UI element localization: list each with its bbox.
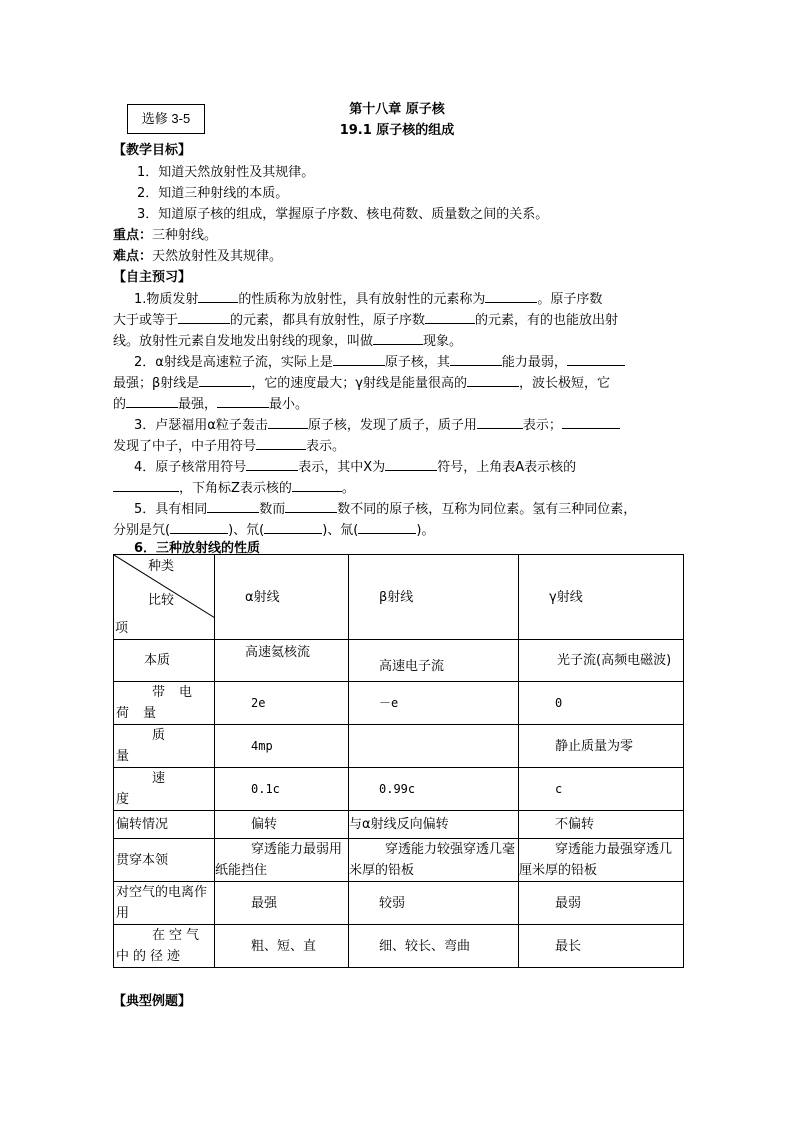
table-cell: 静止质量为零 (519, 725, 684, 768)
answer-blank[interactable] (178, 311, 230, 324)
table-cell: －e (349, 682, 519, 725)
goal-item: 2．知道三种射线的本质。 (137, 186, 289, 201)
examples-heading: 【典型例题】 (113, 994, 192, 1009)
question-5-line-1: 5．具有相同 数而 数不同的原子核，互称为同位素。氢有三种同位素， (134, 502, 637, 517)
header-alpha: α射线 (215, 555, 349, 640)
table-row (114, 925, 684, 968)
table-cell: c (519, 768, 684, 811)
difficult-point-label: 难点： (113, 249, 153, 264)
preview-heading: 【自主预习】 (113, 270, 192, 285)
question-1-line-3: 线。放射性元素自发地发出射线的现象，叫做 现象。 (113, 334, 463, 349)
row-label: 贯穿本领 (114, 839, 215, 882)
table-cell: 最强 (215, 882, 349, 925)
answer-blank[interactable] (467, 374, 519, 387)
header-gamma: γ射线 (519, 555, 684, 640)
question-3-line-2: 发现了中子，中子用符号 表示。 (113, 439, 346, 454)
question-1-line-2: 大于或等于 的元素，都具有放射性，原子序数 的元素，有的也能放出射 (113, 313, 619, 328)
question-2-line-2: 最强；β射线是 ，它的速度最大；γ射线是能量很高的 ，波长极短，它 (113, 376, 611, 391)
table-row (114, 882, 684, 925)
row-label: 本质 (114, 640, 215, 682)
answer-blank[interactable] (113, 479, 179, 492)
table-cell: 不偏转 (519, 811, 684, 839)
goals-heading: 【教学目标】 (113, 143, 192, 158)
question-1-line-1: 1.物质发射 的性质称为放射性，具有放射性的元素称为 。原子序数 (134, 292, 603, 307)
answer-blank[interactable] (333, 353, 385, 366)
key-point (113, 224, 217, 243)
row-label: 偏转情况 (114, 811, 215, 839)
table-cell: 穿透能力最弱用纸能挡住 (215, 839, 349, 882)
answer-blank[interactable] (567, 353, 625, 366)
question-4-line-1: 4．原子核常用符号 表示，其中X为 符号，上角表A表示核的 (134, 460, 577, 475)
table-cell: 4mp (215, 725, 349, 768)
answer-blank[interactable] (170, 521, 228, 534)
table-row (114, 725, 684, 768)
answer-blank[interactable] (385, 458, 437, 471)
table-row (114, 682, 684, 725)
corner-mid-label: 比较 (148, 593, 175, 608)
table-cell: 较弱 (349, 882, 519, 925)
answer-blank[interactable] (485, 290, 537, 303)
answer-blank[interactable] (126, 395, 178, 408)
table-heading: 6．三种放射线的性质 (134, 541, 261, 556)
goal-item: 3．知道原子核的组成，掌握原子序数、核电荷数、质量数之间的关系。 (137, 207, 549, 222)
chapter-title: 第十八章 原子核 (349, 102, 445, 117)
table-cell: 0.99c (349, 768, 519, 811)
answer-blank[interactable] (450, 353, 502, 366)
table-cell: 最弱 (519, 882, 684, 925)
table-header-row (114, 555, 684, 640)
table-cell: 与α射线反向偏转 (349, 811, 519, 839)
answer-blank[interactable] (285, 500, 337, 513)
table-row (114, 640, 684, 682)
table-cell: 穿透能力最强穿透几厘米厚的铅板 (519, 839, 684, 882)
answer-blank[interactable] (246, 458, 298, 471)
key-point-text: 三种射线。 (152, 228, 218, 243)
table-cell: 高速氦核流 (215, 640, 349, 682)
header-beta: β射线 (349, 555, 519, 640)
answer-blank[interactable] (207, 500, 259, 513)
table-cell (349, 725, 519, 768)
answer-blank[interactable] (217, 395, 269, 408)
answer-blank[interactable] (268, 416, 308, 429)
table-row (114, 811, 684, 839)
answer-blank[interactable] (199, 374, 251, 387)
difficult-point-text: 天然放射性及其规律。 (152, 249, 283, 264)
table-cell: 偏转 (215, 811, 349, 839)
answer-blank[interactable] (198, 290, 238, 303)
answer-blank[interactable] (358, 521, 416, 534)
row-label: 在空气中的径迹 (114, 925, 215, 968)
radiation-properties-table (113, 554, 684, 968)
table-row (114, 839, 684, 882)
answer-blank[interactable] (373, 332, 423, 345)
table-row (114, 768, 684, 811)
table-cell: 光子流(高频电磁波) (519, 640, 684, 682)
question-2-line-1: 2．α射线是高速粒子流，实际上是 原子核，其 能力最弱， (134, 351, 625, 370)
table-cell: 高速电子流 (349, 640, 519, 682)
row-label: 质量 (114, 725, 215, 768)
answer-blank[interactable] (425, 311, 475, 324)
corner-bottom-label: 项 (115, 621, 129, 636)
question-5-line-2: 分别是氕( )、氘( )、氚( )。 (113, 523, 435, 538)
corner-top-label: 种类 (148, 559, 175, 574)
goal-item: 1．知道天然放射性及其规律。 (137, 165, 315, 180)
table-cell: 0.1c (215, 768, 349, 811)
answer-blank[interactable] (264, 521, 322, 534)
row-label: 对空气的电离作用 (114, 882, 215, 925)
table-cell: 细、较长、弯曲 (349, 925, 519, 968)
question-4-line-2: ，下角标Z表示核的 。 (113, 477, 355, 496)
answer-blank[interactable] (292, 479, 342, 492)
table-cell: 最长 (519, 925, 684, 968)
answer-blank[interactable] (256, 437, 306, 450)
table-cell: 2e (215, 682, 349, 725)
difficult-point (113, 245, 282, 264)
table-cell: 粗、短、直 (215, 925, 349, 968)
key-point-label: 重点： (113, 228, 153, 243)
table-corner-cell (114, 555, 215, 640)
row-label: 速度 (114, 768, 215, 811)
answer-blank[interactable] (562, 416, 620, 429)
section-title: 19.1 原子核的组成 (339, 123, 455, 138)
table-cell: 0 (519, 682, 684, 725)
course-tag: 选修 3-5 (127, 104, 205, 134)
question-3-line-1: 3．卢瑟福用α粒子轰击 原子核，发现了质子，质子用 表示； (134, 414, 620, 433)
question-2-line-3: 的 最强， 最小。 (113, 397, 309, 412)
table-cell: 穿透能力较强穿透几毫米厚的铅板 (349, 839, 519, 882)
row-label: 带电荷量 (114, 682, 215, 725)
answer-blank[interactable] (477, 416, 523, 429)
